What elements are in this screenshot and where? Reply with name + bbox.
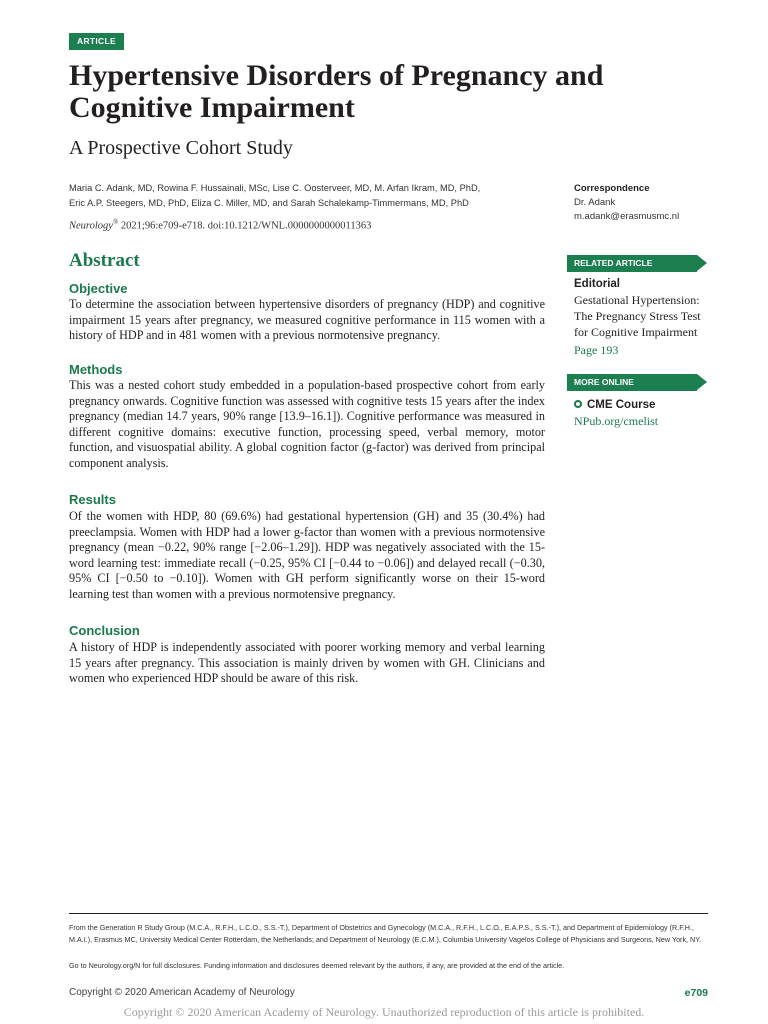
results-text: Of the women with HDP, 80 (69.6%) had gestational hypertension (GH) and 35 (30.4%) had preeclampsia. Women with HDP had a lower g-factor than women with a previous normotensive pregnancy (mean −0.22, 90% range [−2.06–1.29]). HDP was negatively associated with the 15-word learning test: immediate recall (−0.25, 95% CI [−0.44 to −0.06]) and delayed recall (−0.30, 95% CI [−0.50 to −0.10]). Women with GH perform significantly worse on their 15-word learning test than women with a previous normotensive pregnancy. [69,509,545,601]
copyright-watermark: Copyright © 2020 American Academy of Neurology. Unauthorized reproduction of this article is prohibited. [123,1005,645,1019]
related-article-page-link[interactable]: Page 193 [574,343,619,357]
article-type-badge: ARTICLE [69,33,124,50]
correspondence-name: Dr. Adank [574,197,616,208]
footnote-divider [69,913,708,914]
author-line: Eric A.P. Steegers, MD, PhD, Eliza C. Miller, MD, and Sarah Schalekamp-Timmermans, MD, PhD [69,198,469,208]
objective-text: To determine the association between hypertensive disorders of pregnancy (HDP) and cognitive impairment 15 years after pregnancy, we measured cognitive performance in 115 women with a history of HDP and in 481 women with a previous normotensive pregnancy. [69,297,545,343]
related-article-ribbon: RELATED ARTICLE [567,255,697,272]
correspondence-email[interactable]: m.adank@erasmusmc.nl [574,211,680,222]
author-list [69,181,539,211]
affiliations-footnote: From the Generation R Study Group (M.C.A., R.F.H., L.C.O., S.S.-T.), Department of Obstetrics and Gynecology (M.C.A., R.F.H., L.C.O., E.A.P.S., S.S.-T.), and Department of Epidemiology (R.F.H., M.A.I.), Erasmus MC, University Medical Center Rotterdam, the Netherlands; and Department of Neurology (E.C.M.), Columbia University Vagelos College of Physicians and Surgeons, New York, NY. [69,923,702,944]
citation [69,218,371,232]
citation-details: 2021;96:e709-e718. doi:10.1212/WNL.0000000000011363 [118,220,372,232]
page-copyright: Copyright © 2020 American Academy of Neurology [69,987,295,998]
more-online-ribbon: MORE ONLINE [567,374,697,391]
registered-mark: ® [112,218,119,226]
abstract-heading: Abstract [69,250,140,271]
author-line: Maria C. Adank, MD, Rowina F. Hussainali, MSc, Lise C. Oosterveer, MD, M. Arfan Ikram, MD, PhD, [69,183,481,193]
cme-course[interactable] [574,399,708,411]
results-heading: Results [69,492,116,507]
methods-text: This was a nested cohort study embedded in a population-based prospective cohort from early pregnancy onwards. Cognitive function was assessed with cognitive tests 15 years after the index pregnancy (median 14.7 years, 90% range [13.9–16.1]). Cognitive performance was measured in different cognitive domains: executive function, processing speed, verbal memory, motor function, and visuospatial ability. A global cognition factor (g-factor) was derived from principal component analysis. [69,378,545,470]
disclosure-footnote: Go to Neurology.org/N for full disclosures. Funding information and disclosures deemed relevant by the authors, if any, are provided at the end of the article. [69,961,565,970]
article-subtitle: A Prospective Cohort Study [69,137,293,159]
cme-circle-icon [574,400,582,408]
objective-heading: Objective [69,281,128,296]
journal-name: Neurology [69,220,113,232]
related-article-title[interactable]: Gestational Hypertension: The Pregnancy Stress Test for Cognitive Impairment [574,293,701,339]
conclusion-text: A history of HDP is independently associated with poorer working memory and verbal learning 15 years after pregnancy. This association is mainly driven by women with GH. Clinicians and women who experienced HDP should be aware of this risk. [69,640,545,686]
cme-link[interactable]: NPub.org/cmelist [574,414,659,428]
article-title: Hypertensive Disorders of Pregnancy and Cognitive Impairment [69,59,604,124]
methods-heading: Methods [69,362,123,377]
conclusion-heading: Conclusion [69,623,140,638]
related-article-type: Editorial [574,278,621,290]
correspondence-label: Correspondence [574,183,650,194]
cme-course-label: CME Course [587,399,656,411]
page-number: e709 [684,987,708,999]
